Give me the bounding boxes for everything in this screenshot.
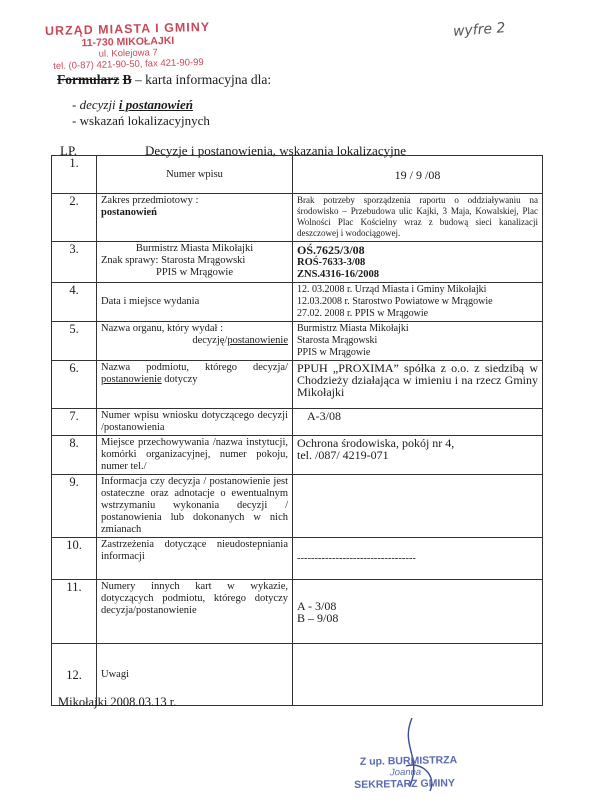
row-value-line: 27.02. 2008 r. PPIS w Mrągowie (297, 308, 429, 319)
row-number: 9. (52, 475, 97, 538)
row-label: Miejsce przechowywania /nazwa instytucji, komórki organizacyjnej, numer pokoju, numer tel./ (97, 436, 293, 475)
row-label: Data i miejsce wydania (97, 283, 293, 322)
table-row (52, 409, 543, 436)
list-item (72, 97, 210, 113)
row-label-line: Znak sprawy: Starosta Mrągowski (101, 255, 246, 266)
row-label: Numer wpisu wniosku dotyczącego decyzji /postanowienia (97, 409, 293, 436)
row-number: 1. (52, 156, 97, 194)
form-letter: B (122, 72, 132, 87)
row-number: 6. (52, 361, 97, 409)
row-value (293, 283, 543, 322)
row-value-line: PPIS w Mrągowie (297, 347, 371, 358)
signature-line-1: Z up. BURMISTRZA (359, 754, 458, 768)
handwritten-note: wyfre 2 (452, 20, 506, 40)
table-row (52, 156, 543, 194)
row-label: Uwagi (97, 644, 293, 706)
row-label: Informacja czy decyzja / postanowienie jest ostateczne oraz adnotacje o ewentualnym wstrzymaniu wykonania decyzji / postanowienia lub dokonanych w nich zmianach (97, 475, 293, 538)
row-label-line: Nazwa organu, który wydał : (101, 323, 223, 334)
row-value-line: Ochrona środowiska, pokój nr 4, (297, 436, 455, 450)
row-value-line: B – 9/08 (297, 610, 339, 625)
table-row (52, 538, 543, 580)
row-label-line: Zakres przedmiotowy : (101, 195, 199, 206)
list-item-text: - decyzji (72, 97, 119, 112)
list-item-emph: i postanowień (118, 97, 193, 112)
row-value (293, 475, 543, 538)
row-value: Brak potrzeby sporządzenia raportu o oddziaływaniu na środowisko – Przebudowa ulic Kajki, 3 Maja, Kowalskiej, Plac Wolności Plac Kościelny wraz z budową sieci kanalizacji deszczowej i wodociągowej. (293, 194, 543, 242)
office-stamp (17, 19, 238, 73)
scope-list (72, 97, 210, 129)
row-value (293, 580, 543, 644)
list-item: - wskazań lokalizacyjnych (72, 113, 210, 128)
row-value (293, 436, 543, 475)
row-label-line: PPIS w Mrągowie (155, 267, 233, 278)
place-and-date: Mikołajki 2008.03.13 r. (58, 695, 177, 709)
row-number: 3. (52, 242, 97, 283)
row-value-line: 12.03.2008 r. Starostwo Powiatowe w Mrągowie (297, 296, 493, 307)
lp-label: LP. (60, 143, 77, 158)
row-label (97, 361, 293, 409)
form-title-rest: karta informacyjna dla: (145, 72, 272, 87)
row-value (293, 322, 543, 361)
stamp-line-4: tel. (0-87) 421-90-50, fax 421-90-99 (53, 57, 204, 72)
table-row (52, 436, 543, 475)
row-label (97, 242, 293, 283)
row-label: Numery innych kart w wykazie, dotyczących podmiotu, którego dotyczy decyzja/postanowienie (97, 580, 293, 644)
row-value-line: A - 3/08 (297, 598, 337, 613)
stamp-line-1: URZĄD MIASTA I GMINY (44, 19, 211, 39)
row-number: 4. (52, 283, 97, 322)
row-value: 19 / 9 /08 (293, 156, 543, 194)
stamp-line-2: 11-730 MIKOŁAJKI (81, 34, 175, 50)
row-value (293, 644, 543, 706)
row-number: 8. (52, 436, 97, 475)
signature-line-2: Joanna (389, 766, 422, 779)
row-label-line: Burmistrz Miasta Mikołajki (135, 243, 254, 254)
table-row (52, 283, 543, 322)
row-value: PPUH „PROXIMA” spółka z o.o. z siedzibą w Chodzieży działająca w imieniu i na rzecz Gminy Mikołajki (293, 361, 543, 409)
table-row (52, 322, 543, 361)
form-word: Formularz (57, 72, 120, 87)
table-row (52, 194, 543, 242)
row-value-line: 12. 03.2008 r. Urząd Miasta i Gminy Mikołajki (297, 284, 487, 295)
row-label-part: decyzję/ (192, 335, 228, 346)
row-value-line: tel. /087/ 4219-071 (297, 448, 389, 462)
row-label: Zastrzeżenia dotyczące nieudostepniania informacji (97, 538, 293, 580)
row-label-part: postanowienie (227, 335, 288, 346)
table-row (52, 580, 543, 644)
row-value-line: OŚ.7625/3/08 (297, 243, 365, 257)
row-value-line: ROŚ-7633-3/08 (297, 257, 366, 268)
stamp-line-3: ul. Kolejowa 7 (98, 47, 158, 60)
row-number: 2. (52, 194, 97, 242)
row-number: 7. (52, 409, 97, 436)
row-number: 11. (52, 580, 97, 644)
row-value (293, 242, 543, 283)
row-value-line: Starosta Mrągowski (297, 335, 378, 346)
table-row (52, 361, 543, 409)
signature-line-3: SEKRETARZ GMINY (354, 777, 456, 791)
row-label-line: postanowień (101, 207, 158, 218)
row-value-line: Burmistrz Miasta Mikołajki (297, 323, 409, 334)
row-number: 10. (52, 538, 97, 580)
row-value: ---------------------------------- (293, 538, 543, 580)
table-row (52, 475, 543, 538)
table-row (52, 242, 543, 283)
row-label: Numer wpisu (97, 156, 293, 194)
row-label-part: postanowienie (101, 374, 162, 385)
row-label-part: Nazwa podmiotu, którego decyzja/ (101, 362, 288, 373)
table-heading: Decyzje i postanowienia, wskazania lokalizacyjne (145, 143, 406, 158)
row-number: 5. (52, 322, 97, 361)
row-value: A-3/08 (293, 409, 543, 436)
row-number: 12. (52, 644, 97, 706)
row-label-part: dotyczy (161, 374, 198, 385)
info-table (51, 155, 543, 706)
row-label (97, 194, 293, 242)
form-title: Formularz B – karta informacyjna dla: (57, 72, 272, 87)
row-value-line: ZNS.4316-16/2008 (297, 269, 379, 280)
signature-stamp (354, 754, 458, 791)
row-label (97, 322, 293, 361)
